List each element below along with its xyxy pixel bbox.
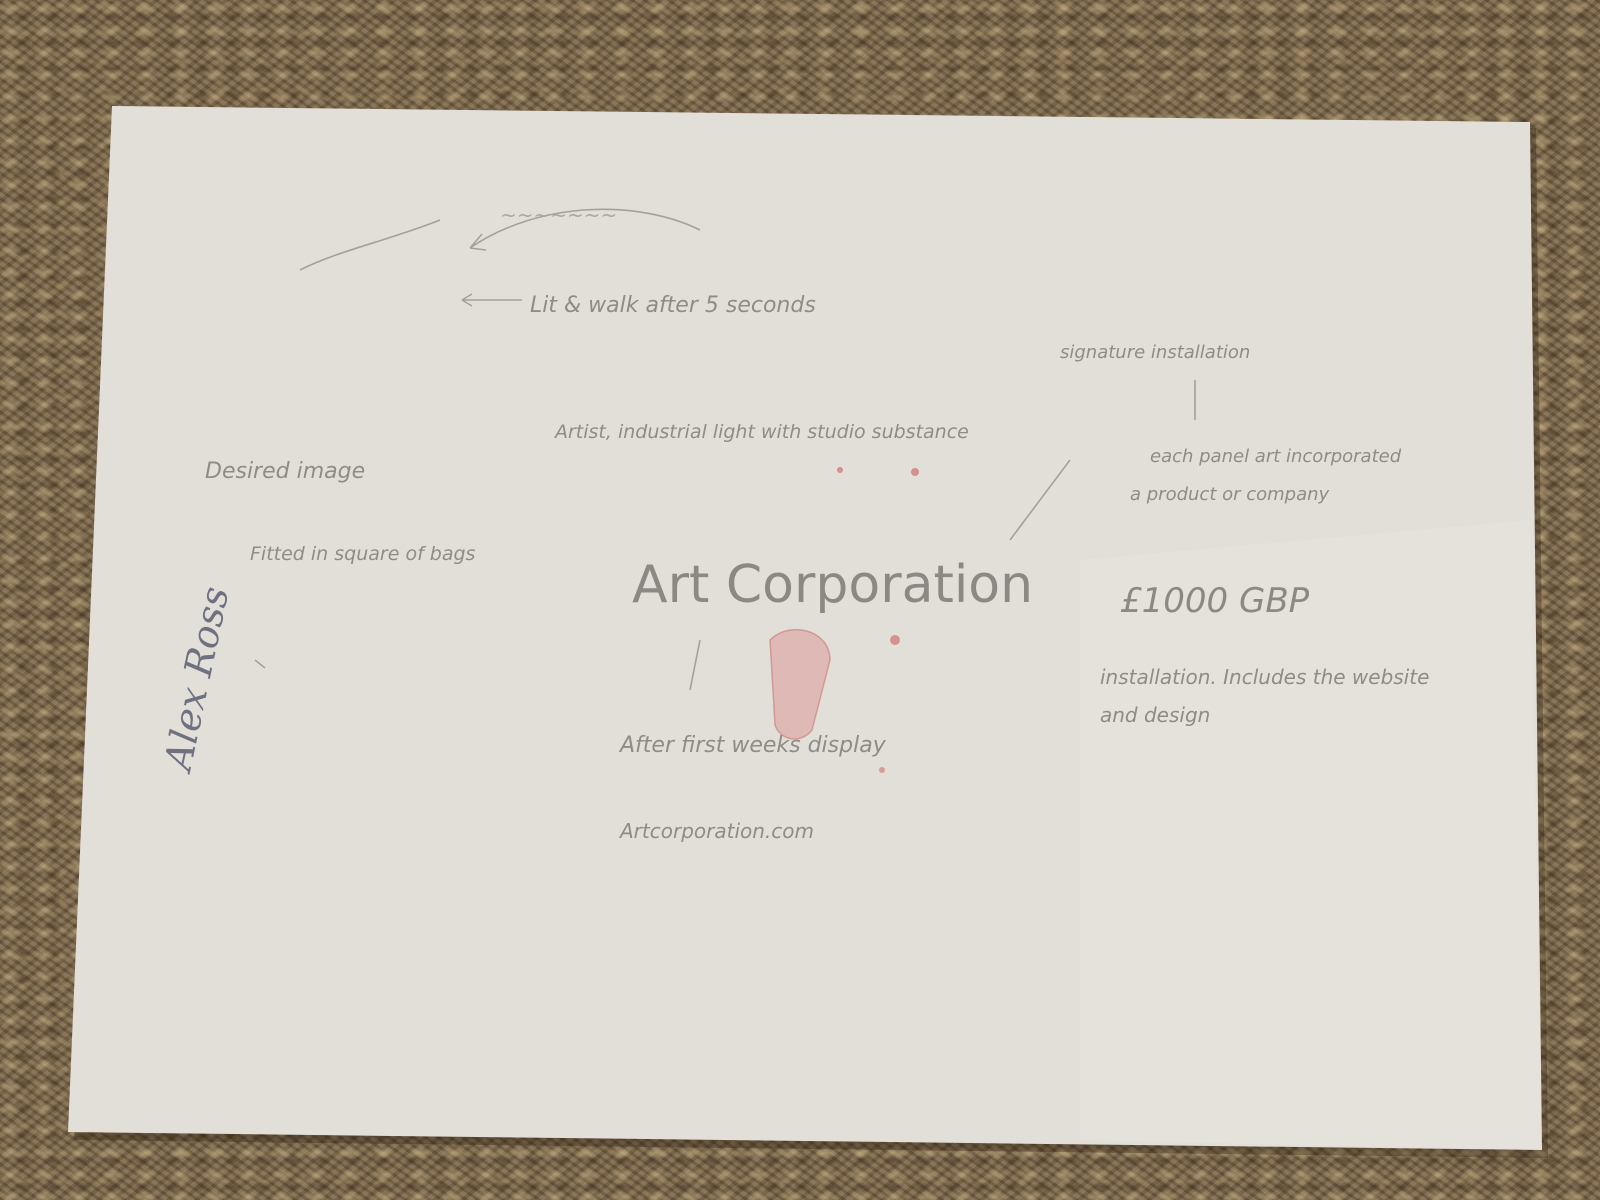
price-note-2: and design bbox=[1100, 703, 1211, 727]
art-corporation-title: Art Corporation bbox=[632, 555, 1034, 615]
top-scribble: ~~~~~~~ bbox=[500, 203, 618, 227]
signature: Alex Ross bbox=[155, 582, 238, 774]
left-note-1: Desired image bbox=[205, 459, 366, 484]
right-note-3: a product or company bbox=[1130, 484, 1330, 505]
right-note-1: signature installation bbox=[1060, 342, 1251, 363]
sub-note-2: Artcorporation.com bbox=[620, 819, 814, 843]
right-note-2: each panel art incorporated bbox=[1150, 446, 1402, 467]
price-note-1: installation. Includes the website bbox=[1100, 665, 1430, 689]
price-value: £1000 GBP bbox=[1120, 581, 1310, 621]
middle-note: Artist, industrial light with studio substance bbox=[555, 421, 969, 443]
left-note-2: Fitted in square of bags bbox=[250, 543, 476, 565]
sub-note-1: After first weeks display bbox=[620, 733, 886, 758]
top-note: Lit & walk after 5 seconds bbox=[530, 293, 816, 318]
